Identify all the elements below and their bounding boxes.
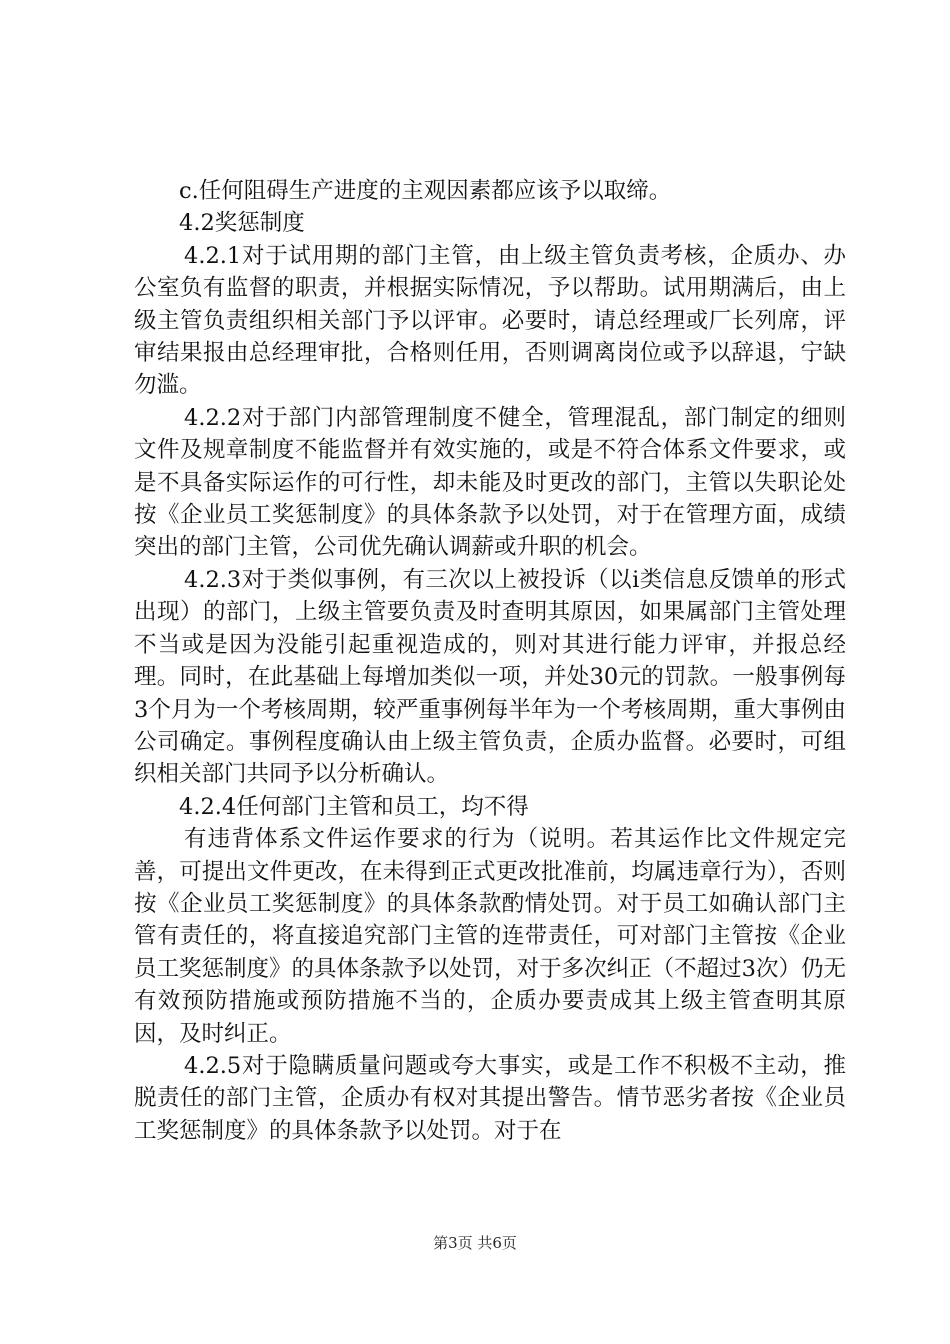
- clause-4-2-4: 4.2.4任何部门主管和员工，均不得: [179, 793, 529, 820]
- clause-4-2-3: 4.2.3对于类似事例，有三次以上被投诉（以ⅰ类信息反馈单的形式出现）的部门，上级主管要负责及时查明其原因，如果属部门主管处理不当或是因为没能引起重视造成的，则对其进行能力评审，并报总经理。同时，在此基础上每增加类似一项，并处30元的罚款。一般事例每3个月为一个考核周期，较严重事例每半年为一个考核周期，重大事例由公司确定。事例程度确认由上级主管负责，企质办监督。必要时，可组织相关部门共同予以分析确认。: [134, 566, 846, 788]
- clause-4-2-4-body: 有违背体系文件运作要求的行为（说明。若其运作比文件规定完善，可提出文件更改，在未得到正式更改批准前，均属违章行为），否则按《企业员工奖惩制度》的具体条款酌情处罚。对于员工如确认部门主管有责任的，将直接追究部门主管的连带责任，可对部门主管按《企业员工奖惩制度》的具体条款予以处罚，对于多次纠正（不超过3次）仍无有效预防措施或预防措施不当的，企质办要责成其上级主管查明其原因，及时纠正。: [134, 826, 846, 1047]
- page-number: 第3页 共6页: [433, 1234, 517, 1252]
- clause-4-2-2: 4.2.2对于部门内部管理制度不健全，管理混乱，部门制定的细则文件及规章制度不能监督并有效实施的，或是不符合体系文件要求，或是不具备实际运作的可行性，却未能及时更改的部门，主管以失职论处按《企业员工奖惩制度》的具体条款予以处罚，对于在管理方面，成绩突出的部门主管，公司优先确认调薪或升职的机会。: [134, 404, 846, 561]
- clause-4-2-1: 4.2.1对于试用期的部门主管，由上级主管负责考核，企质办、办公室负有监督的职责，并根据实际情况，予以帮助。试用期满后，由上级主管负责组织相关部门予以评审。必要时，请总经理或厂长列席，评审结果报由总经理审批，合格则任用，否则调离岗位或予以辞退，宁缺勿滥。: [134, 242, 846, 399]
- section-heading-4-2: 4.2奖惩制度: [179, 210, 305, 237]
- document-body: [134, 175, 846, 1147]
- clause-4-2-5: 4.2.5对于隐瞒质量问题或夸大事实，或是工作不积极不主动，推脱责任的部门主管，企质办有权对其提出警告。情节恶劣者按《企业员工奖惩制度》的具体条款予以处罚。对于在: [134, 1052, 846, 1144]
- paragraph-item-c: c.任何阻碍生产进度的主观因素都应该予以取缔。: [179, 178, 672, 204]
